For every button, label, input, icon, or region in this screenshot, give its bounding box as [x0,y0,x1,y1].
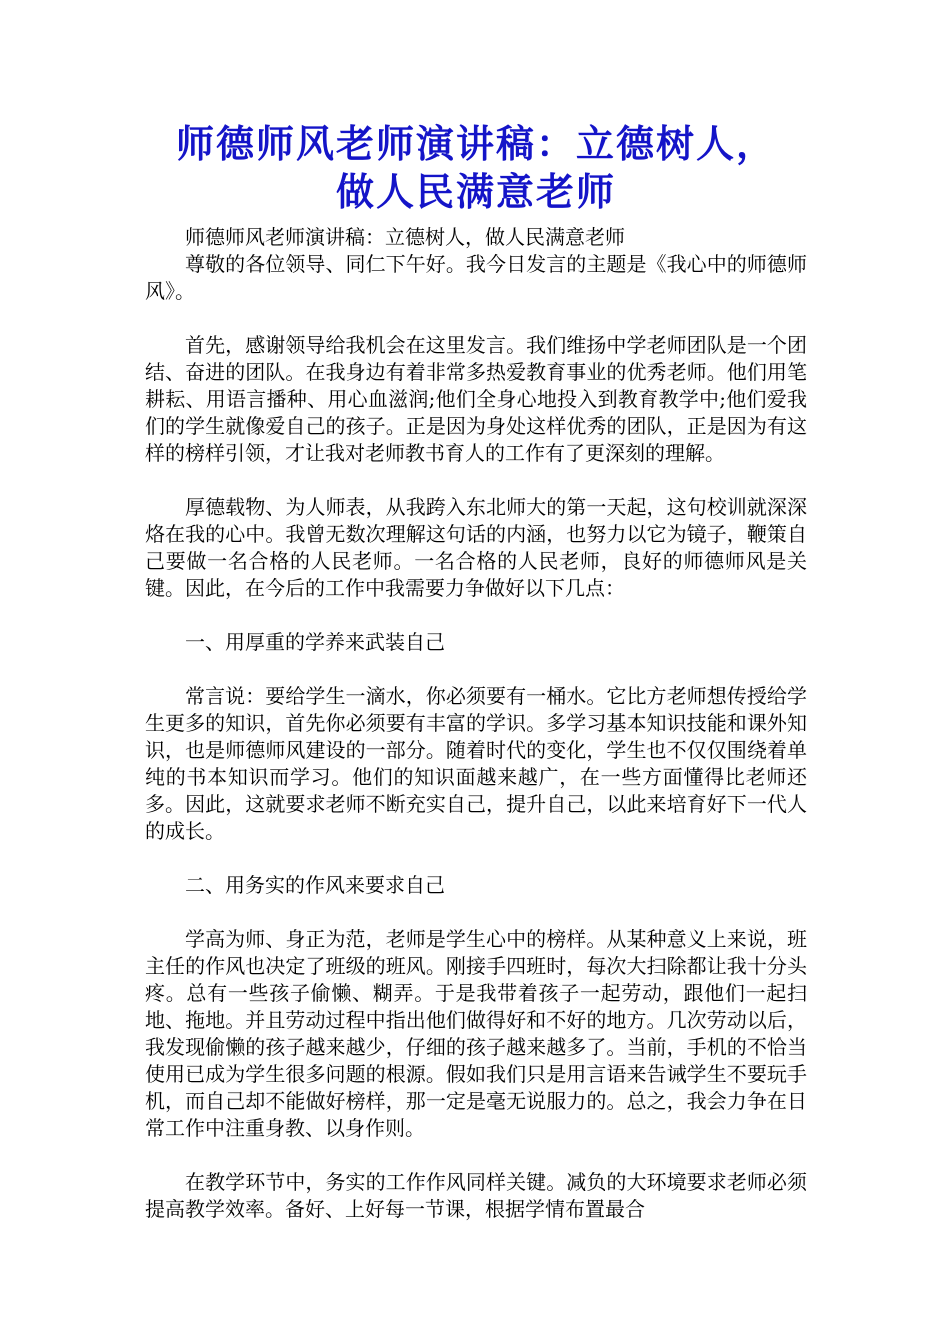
body-paragraph: 首先，感谢领导给我机会在这里发言。我们维扬中学老师团队是一个团结、奋进的团队。在我身边有着非常多热爱教育事业的优秀老师。他们用笔耕耘、用语言播种、用心血滋润;他们全身心地投入到教育教学中;他们爱我们的学生就像爱自己的孩子。正是因为身处这样优秀的团队，正是因为有这样的榜样引领，才让我对老师教书育人的工作有了更深刻的理解。 [145,333,807,465]
section-heading: 二、用务实的作风来要求自己 [185,873,445,897]
title-line-2: 做人民满意老师 [335,170,616,214]
document-title [145,120,807,216]
document-body [145,224,807,1223]
greeting-paragraph: 尊敬的各位领导、同仁下午好。我今日发言的主题是《我心中的师德师风》。 [145,252,807,303]
document-page [145,120,807,1223]
body-paragraph: 厚德载物、为人师表，从我跨入东北师大的第一天起，这句校训就深深烙在我的心中。我曾无数次理解这句话的内涵，也努力以它为镜子，鞭策自己要做一名合格的人民老师。一名合格的人民老师，良好的师德师风是关键。因此，在今后的工作中我需要力争做好以下几点： [145,495,807,600]
section-heading: 一、用厚重的学养来武装自己 [185,630,445,654]
title-line-1: 师德师风老师演讲稿：立德树人， [175,122,776,166]
body-paragraph: 在教学环节中，务实的工作作风同样关键。减负的大环境要求老师必须提高教学效率。备好、上好每一节课，根据学情布置最合 [145,1170,807,1221]
body-paragraph: 常言说：要给学生一滴水，你必须要有一桶水。它比方老师想传授给学生更多的知识，首先你必须要有丰富的学识。多学习基本知识技能和课外知识，也是师德师风建设的一部分。随着时代的变化，学生也不仅仅围绕着单纯的书本知识而学习。他们的知识面越来越广，在一些方面懂得比老师还多。因此，这就要求老师不断充实自己，提升自己，以此来培育好下一代人的成长。 [145,684,807,843]
body-paragraph: 学高为师、身正为范，老师是学生心中的榜样。从某种意义上来说，班主任的作风也决定了班级的班风。刚接手四班时，每次大扫除都让我十分头疼。总有一些孩子偷懒、糊弄。于是我带着孩子一起劳动，跟他们一起扫地、拖地。并且劳动过程中指出他们做得好和不好的地方。几次劳动以后，我发现偷懒的孩子越来越少，仔细的孩子越来越多了。当前，手机的不恰当使用已成为学生很多问题的根源。假如我们只是用言语来告诫学生不要玩手机，而自己却不能做好榜样，那一定是毫无说服力的。总之，我会力争在日常工作中注重身教、以身作则。 [145,927,807,1140]
subtitle-paragraph: 师德师风老师演讲稿：立德树人，做人民满意老师 [185,225,625,249]
